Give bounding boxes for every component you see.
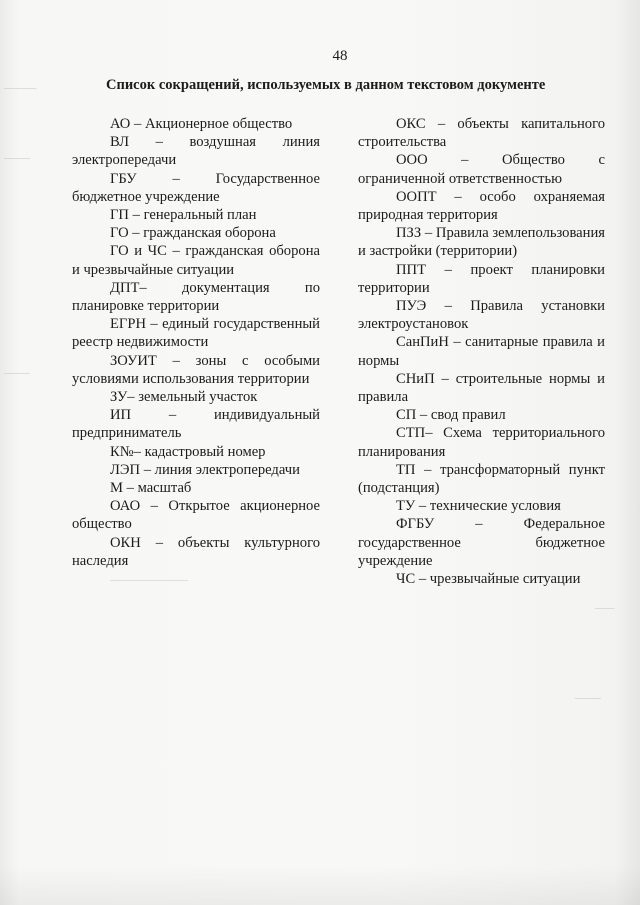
abbreviations-right-column	[358, 115, 605, 588]
bleed-through-decoration: ⎯⎯⎯⎯	[575, 690, 601, 705]
abbreviation-entry: ООО – Общество с ограниченной ответственностью	[358, 152, 605, 187]
abbreviations-left-column	[72, 115, 320, 570]
abbreviation-entry: ЗУ– земельный участок	[110, 389, 258, 406]
abbreviation-entry: ГО и ЧС – гражданская оборона и чрезвычайные ситуации	[72, 243, 320, 278]
abbreviation-entry: ВЛ – воздушная линия электропередачи	[72, 134, 320, 169]
abbreviation-entry: ТУ – технические условия	[396, 498, 561, 515]
scan-bottom-shadow	[0, 865, 640, 905]
abbreviation-entry: М – масштаб	[110, 480, 192, 497]
abbreviation-entry: СанПиН – санитарные правила и нормы	[358, 334, 605, 369]
abbreviation-entry: АО – Акционерное общество	[110, 116, 293, 132]
bleed-through-decoration: ⎯⎯⎯	[595, 600, 615, 615]
abbreviation-entry: ЗОУИТ – зоны с особыми условиями использования территории	[72, 352, 320, 387]
abbreviation-entry: СТП– Схема территориального планирования	[358, 425, 605, 460]
abbreviation-entry: СНиП – строительные нормы и правила	[358, 370, 605, 406]
abbreviation-entry: ГБУ – Государственное бюджетное учреждение	[72, 170, 320, 205]
bleed-through-decoration: ⎯⎯⎯⎯⎯	[4, 80, 37, 95]
abbreviation-entry: ЛЭП – линия электропередачи	[110, 461, 300, 478]
abbreviation-entry: СП – свод правил	[396, 407, 506, 424]
abbreviation-entry: ТП – трансформаторный пункт (подстанция)	[358, 461, 605, 497]
abbreviation-entry: ОКН – объекты культурного наследия	[72, 534, 320, 569]
abbreviation-entry: ППТ – проект планировки территории	[358, 261, 605, 296]
abbreviation-entry: ФГБУ – Федеральное государственное бюджетное учреждение	[358, 516, 605, 569]
abbreviation-entry: ЕГРН – единый государственный реестр недвижимости	[72, 316, 320, 351]
bleed-through-decoration: ⎯⎯⎯⎯⎯⎯⎯⎯⎯⎯⎯⎯	[110, 572, 188, 587]
abbreviation-entry: ОКС – объекты капитального строительства	[358, 116, 605, 151]
bleed-through-decoration: ⎯⎯⎯⎯	[4, 365, 30, 380]
page-title: Список сокращений, используемых в данном текстовом документе	[106, 77, 546, 93]
abbreviation-entry: ПУЭ – Правила установки электроустановок	[358, 298, 605, 333]
abbreviation-entry: ПЗЗ – Правила землепользования и застройки (территории)	[358, 225, 605, 260]
abbreviation-entry: ОАО – Открытое акционерное общество	[72, 498, 320, 533]
abbreviation-entry: ДПТ– документация по планировке территории	[72, 279, 320, 315]
abbreviation-entry: ИП – индивидуальный предприниматель	[72, 407, 320, 442]
abbreviation-entry: К№– кадастровый номер	[110, 443, 266, 460]
abbreviation-entry: ЧС – чрезвычайные ситуации	[396, 571, 581, 588]
bleed-through-decoration: ⎯⎯⎯⎯	[4, 150, 30, 165]
abbreviation-entry: ГП – генеральный план	[110, 207, 257, 224]
page-number: 48	[332, 48, 348, 64]
abbreviation-entry: ГО – гражданская оборона	[110, 225, 276, 242]
abbreviation-entry: ООПТ – особо охраняемая природная территория	[358, 188, 605, 224]
